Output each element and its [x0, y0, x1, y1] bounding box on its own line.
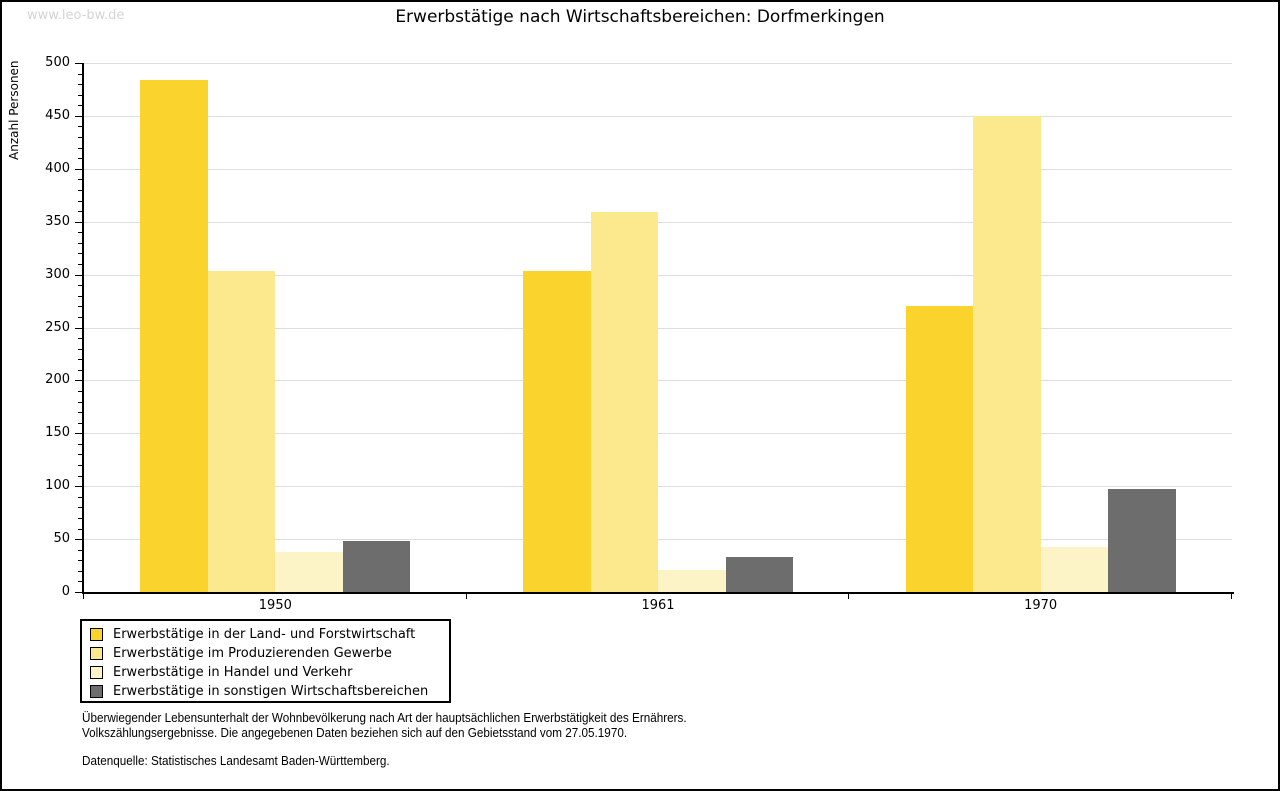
bar-1970-s3 — [1041, 547, 1109, 592]
bar-1961-s1 — [523, 271, 591, 592]
legend-item — [90, 625, 449, 644]
legend-swatch-icon — [90, 647, 103, 660]
y-major-tick — [75, 433, 82, 434]
legend-label: Erwerbstätige in der Land- und Forstwirtschaft — [113, 627, 416, 642]
y-minor-tick — [78, 454, 82, 455]
x-axis-line — [82, 592, 1234, 594]
y-minor-tick — [78, 581, 82, 582]
bar-1950-s1 — [140, 80, 208, 592]
y-major-tick — [75, 592, 82, 593]
legend-item — [90, 682, 449, 701]
legend-box — [80, 619, 451, 703]
y-tick-label: 50 — [53, 531, 70, 547]
bar-1970-s4 — [1108, 489, 1176, 592]
x-tick-label: 1950 — [258, 598, 292, 613]
y-minor-tick — [78, 253, 82, 254]
y-tick-label: 250 — [45, 319, 70, 335]
y-tick-label: 500 — [45, 55, 70, 70]
y-minor-tick — [78, 148, 82, 149]
y-minor-tick — [78, 306, 82, 307]
footer-line-1: Überwiegender Lebensunterhalt der Wohnbevölkerung nach Art der hauptsächlichen Erwerbstätigkeit des Ernährers. — [82, 710, 687, 725]
y-tick-label: 100 — [45, 478, 70, 494]
y-axis-title: Anzahl Personen — [7, 60, 21, 160]
legend-item — [90, 663, 449, 682]
y-minor-tick — [78, 507, 82, 508]
legend-label: Erwerbstätige im Produzierenden Gewerbe — [113, 646, 392, 661]
y-minor-tick — [78, 465, 82, 466]
y-minor-tick — [78, 423, 82, 424]
x-tick-label: 1961 — [641, 598, 675, 613]
y-major-tick — [75, 169, 82, 170]
y-tick-label: 150 — [45, 425, 70, 441]
y-tick-label: 300 — [45, 266, 70, 282]
y-minor-tick — [78, 550, 82, 551]
y-minor-tick — [78, 105, 82, 106]
y-gridline — [84, 169, 1232, 170]
data-source-line: Datenquelle: Statistisches Landesamt Baden-Württemberg. — [82, 753, 390, 768]
y-minor-tick — [78, 264, 82, 265]
y-minor-tick — [78, 201, 82, 202]
legend-label: Erwerbstätige in sonstigen Wirtschaftsbereichen — [113, 684, 429, 699]
y-minor-tick — [78, 529, 82, 530]
y-major-tick — [75, 486, 82, 487]
y-axis-line — [82, 63, 84, 594]
y-gridline — [84, 116, 1232, 117]
legend-swatch-icon — [90, 628, 103, 641]
y-minor-tick — [78, 179, 82, 180]
y-major-tick — [75, 63, 82, 64]
y-tick-label: 350 — [45, 213, 70, 229]
y-tick-label: 200 — [45, 372, 70, 388]
y-minor-tick — [78, 402, 82, 403]
y-minor-tick — [78, 84, 82, 85]
bar-1961-s3 — [658, 570, 726, 592]
watermark-text: www.leo-bw.de — [27, 8, 125, 23]
x-tick-label: 1970 — [1024, 598, 1058, 613]
bar-1970-s1 — [906, 306, 974, 592]
bar-1970-s2 — [973, 116, 1041, 592]
y-major-tick — [75, 222, 82, 223]
y-minor-tick — [78, 391, 82, 392]
y-minor-tick — [78, 126, 82, 127]
y-minor-tick — [78, 497, 82, 498]
y-minor-tick — [78, 296, 82, 297]
y-minor-tick — [78, 444, 82, 445]
y-minor-tick — [78, 137, 82, 138]
bar-1950-s4 — [343, 541, 411, 592]
y-gridline — [84, 63, 1232, 64]
y-minor-tick — [78, 317, 82, 318]
y-minor-tick — [78, 158, 82, 159]
bar-1950-s3 — [275, 552, 343, 592]
y-tick-label: 0 — [61, 584, 70, 599]
y-minor-tick — [78, 359, 82, 360]
bar-1961-s4 — [726, 557, 794, 592]
y-major-tick — [75, 539, 82, 540]
bar-1950-s2 — [208, 271, 276, 592]
y-minor-tick — [78, 412, 82, 413]
y-minor-tick — [78, 349, 82, 350]
y-minor-tick — [78, 95, 82, 96]
legend-swatch-icon — [90, 685, 103, 698]
y-minor-tick — [78, 211, 82, 212]
y-minor-tick — [78, 190, 82, 191]
footer-notes — [82, 710, 892, 768]
page-title: Erwerbstätige nach Wirtschaftsbereichen: Dorfmerkingen — [395, 7, 885, 27]
bar-1961-s2 — [591, 212, 659, 592]
y-minor-tick — [78, 560, 82, 561]
y-minor-tick — [78, 518, 82, 519]
y-tick-label: 450 — [45, 107, 70, 123]
y-minor-tick — [78, 370, 82, 371]
y-major-tick — [75, 380, 82, 381]
y-tick-label: 400 — [45, 160, 70, 176]
y-minor-tick — [78, 232, 82, 233]
legend-swatch-icon — [90, 666, 103, 679]
y-minor-tick — [78, 476, 82, 477]
y-major-tick — [75, 116, 82, 117]
y-major-tick — [75, 275, 82, 276]
legend-item — [90, 644, 449, 663]
y-minor-tick — [78, 571, 82, 572]
footer-line-2: Volkszählungsergebnisse. Die angegebenen Daten beziehen sich auf den Gebietsstand vom 27.05.1970. — [82, 725, 628, 740]
y-minor-tick — [78, 243, 82, 244]
y-minor-tick — [78, 285, 82, 286]
y-major-tick — [75, 328, 82, 329]
y-minor-tick — [78, 338, 82, 339]
y-minor-tick — [78, 74, 82, 75]
legend-label: Erwerbstätige in Handel und Verkehr — [113, 665, 353, 680]
y-gridline — [84, 222, 1232, 223]
